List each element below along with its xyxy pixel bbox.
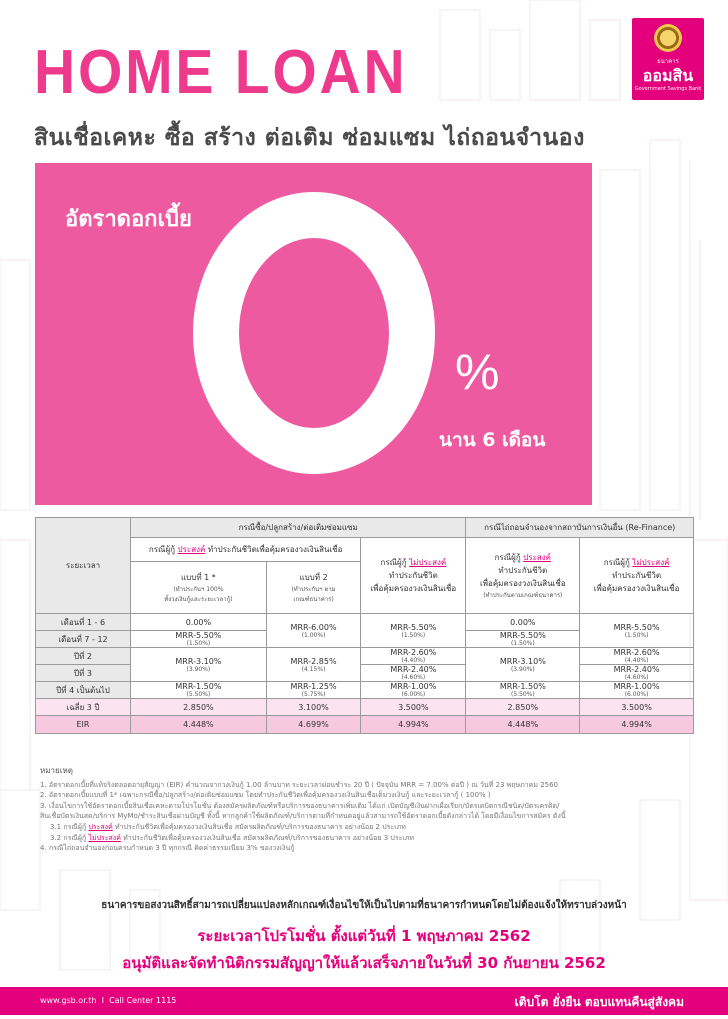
buy-group-header: กรณีซื้อ/ปลูกสร้าง/ต่อเติมซ่อมแซม: [131, 518, 466, 538]
avg-cell: 3.100%: [266, 699, 361, 716]
call-center: Call Center 1115: [109, 996, 177, 1005]
table-row: [36, 614, 694, 631]
eir-cell: 4.994%: [580, 716, 694, 734]
promo-duration: นาน 6 เดือน: [439, 429, 546, 451]
logo-small-text: ธนาคาร: [657, 58, 679, 65]
footer-slogan: เติบโต ยั่งยืน ตอบแทนคืนสู่สังคม: [514, 995, 684, 1009]
rate-cell: MRR-3.10% (3.90%): [131, 648, 267, 682]
buy-want-header: กรณีผู้กู้ ประสงค์ ทำประกันชีวิตเพื่อคุ้มครองวงเงินสินเชื่อ: [131, 538, 361, 562]
refi-want-header: กรณีผู้กู้ ประสงค์ ทำประกันชีวิต เพื่อคุ้มครองวงเงินสินเชื่อ (ทำประกันตามเกณฑ์ธนาคาร): [466, 538, 580, 614]
rate-cell: MRR-3.10% (3.90%): [466, 648, 580, 682]
page-title: HOME LOAN: [34, 38, 408, 107]
promo-period: ระยะเวลาโปรโมชั่น ตั้งแต่วันที่ 1 พฤษภาคม 2562: [197, 927, 531, 945]
refi-not-want-header: กรณีผู้กู้ ไม่ประสงค์ ทำประกันชีวิต เพื่อคุ้มครองวงเงินสินเชื่อ: [580, 538, 694, 614]
promo-banner: [35, 163, 592, 505]
note-3-2: 3.2 กรณีผู้กู้ ไม่ประสงค์ ทำประกันชีวิตเพื่อคุ้มครองวงเงินสินเชื่อ สมัครผลิตภัณฑ์/บริการของธนาคาร อย่างน้อย 3 ประเภท: [50, 833, 414, 842]
plan1-header: แบบที่ 1 * (ทำประกันฯ 100% ทั้งวงเงินกู้และระยะเวลากู้): [131, 562, 267, 614]
eir-cell: 4.994%: [361, 716, 466, 734]
website-link[interactable]: www.gsb.or.th: [40, 996, 97, 1005]
avg-cell: 2.850%: [131, 699, 267, 716]
page-subtitle: สินเชื่อเคหะ ซื้อ สร้าง ต่อเติม ซ่อมแซม ไถ่ถอนจำนอง: [34, 125, 585, 151]
rate-cell: MRR-2.60% (4.40%): [361, 648, 466, 665]
rate-cell: MRR-6.00% (1.00%): [266, 614, 361, 648]
table-row: [36, 648, 694, 665]
percent-sign: %: [455, 344, 500, 400]
average-row: [36, 699, 694, 716]
promo-label: อัตราดอกเบี้ย: [65, 207, 192, 232]
period-header: ระยะเวลา: [36, 518, 131, 614]
rate-table: [35, 517, 694, 734]
note-3b: สินเชื่อบัตรเงินสด/บริการ MyMo/ชำระสินเชื่อผ่านบัญชี ทั้งนี้ หากลูกค้าใช้ผลิตภัณฑ์/บริการตามที่กำหนดอยู่แล้วสามารถใช้อัตราดอกเบี้ยดังกล่าวได้ โดยมีเงื่อนไขการสมัคร ดังนี้: [40, 812, 566, 821]
eir-cell: 4.448%: [131, 716, 267, 734]
period-cell: เฉลี่ย 3 ปี: [36, 699, 131, 716]
avg-cell: 2.850%: [466, 699, 580, 716]
table-row: [36, 682, 694, 699]
zero-ring: [190, 183, 438, 483]
bank-logo: [632, 18, 704, 100]
footer: [0, 987, 728, 1015]
period-cell: EIR: [36, 716, 131, 734]
note-1: 1. อัตราดอกเบี้ยที่แท้จริงตลอดอายุสัญญา (EIR) คำนวณจากวงเงินกู้ 1.00 ล้านบาท ระยะเวลาผ่อนชำระ 20 ปี ( ปัจจุบัน MRR = 7.00% ต่อปี ) ณ วันที่ 23 พฤษภาคม 2560: [40, 780, 559, 789]
approve-period: อนุมัติและจัดทำนิติกรรมสัญญาให้แล้วเสร็จภายในวันที่ 30 กันยายน 2562: [122, 954, 606, 972]
seal-icon: [654, 24, 682, 52]
rate-cell: MRR-5.50% (1.50%): [580, 614, 694, 648]
rate-cell: MRR-5.50% (1.50%): [131, 631, 267, 648]
avg-cell: 3.500%: [580, 699, 694, 716]
note-3a: 3. เงื่อนไขการใช้อัตราดอกเบี้ยสินเชื่อเคหะตามโปรโมชั่น ต้องสมัครผลิตภัณฑ์หรือบริการของธนาคารเพิ่มเติม ได้แก่ เปิดบัญชีเงินฝากเผื่อเรียก/บัตรเดบิตกรณีชนิด/บัตรเครดิต/: [40, 801, 560, 810]
rate-cell: MRR-1.50% (5.50%): [131, 682, 267, 699]
logo-sub-text: Government Savings Bank: [634, 86, 702, 92]
disclaimer: ธนาคารขอสงวนสิทธิ์สามารถเปลี่ยนแปลงหลักเกณฑ์เงื่อนไขให้เป็นไปตามที่ธนาคารกำหนดโดยไม่ต้องแจ้งให้ทราบล่วงหน้า: [101, 900, 627, 911]
rate-cell: MRR-2.85% (4.15%): [266, 648, 361, 682]
period-cell: ปีที่ 4 เป็นต้นไป: [36, 682, 131, 699]
rate-cell: MRR-5.50% (1.50%): [466, 631, 580, 648]
period-cell: ปีที่ 2: [36, 648, 131, 665]
refinance-group-header: กรณีไถ่ถอนจำนองจากสถาบันการเงินอื่น (Re-Finance): [466, 518, 694, 538]
buy-not-want-header: กรณีผู้กู้ ไม่ประสงค์ ทำประกันชีวิต เพื่อคุ้มครองวงเงินสินเชื่อ: [361, 538, 466, 614]
plan2-header: แบบที่ 2 (ทำประกันฯ ตาม เกณฑ์ธนาคาร): [266, 562, 361, 614]
note-3-1: 3.1 กรณีผู้กู้ ประสงค์ ทำประกันชีวิตเพื่อคุ้มครองวงเงินสินเชื่อ สมัครผลิตภัณฑ์/บริการของธนาคาร อย่างน้อย 2 ประเภท: [50, 822, 406, 831]
footer-contact: www.gsb.or.th I Call Center 1115: [40, 996, 177, 1005]
period-cell: ปีที่ 3: [36, 665, 131, 682]
rate-cell: MRR-2.40% (4.60%): [361, 665, 466, 682]
rate-cell: MRR-2.60% (4.40%): [580, 648, 694, 665]
period-cell: เดือนที่ 7 - 12: [36, 631, 131, 648]
eir-cell: 4.448%: [466, 716, 580, 734]
notes-title: หมายเหตุ: [40, 766, 73, 775]
rate-cell: MRR-5.50% (1.50%): [361, 614, 466, 648]
avg-cell: 3.500%: [361, 699, 466, 716]
logo-name: ออมสิน: [642, 66, 694, 85]
rate-cell: MRR-1.50% (5.50%): [466, 682, 580, 699]
notes-section: [40, 766, 680, 854]
rate-cell: MRR-1.00% (6.00%): [361, 682, 466, 699]
note-2: 2. อัตราดอกเบี้ยแบบที่ 1* เฉพาะกรณีซื้อ/ปลูกสร้าง/ต่อเติมซ่อมแซม โดยทำประกันชีวิตเพื่อคุ้มครองวงเงินสินเชื่อเต็มวงเงินกู้ และระยะเวลากู้ ( 100% ): [40, 791, 491, 800]
rate-cell: MRR-1.00% (6.00%): [580, 682, 694, 699]
period-cell: เดือนที่ 1 - 6: [36, 614, 131, 631]
eir-row: [36, 716, 694, 734]
rate-cell: MRR-2.40% (4.60%): [580, 665, 694, 682]
rate-cell: MRR-1.25% (5.75%): [266, 682, 361, 699]
eir-cell: 4.699%: [266, 716, 361, 734]
note-4: 4. กรณีไถ่ถอนจำนองก่อนครบกำหนด 3 ปี ทุกกรณี คิดค่าธรรมเนียม 3% ของวงเงินกู้: [40, 844, 295, 853]
rate-cell: 0.00%: [466, 614, 580, 631]
rate-cell: 0.00%: [131, 614, 267, 631]
